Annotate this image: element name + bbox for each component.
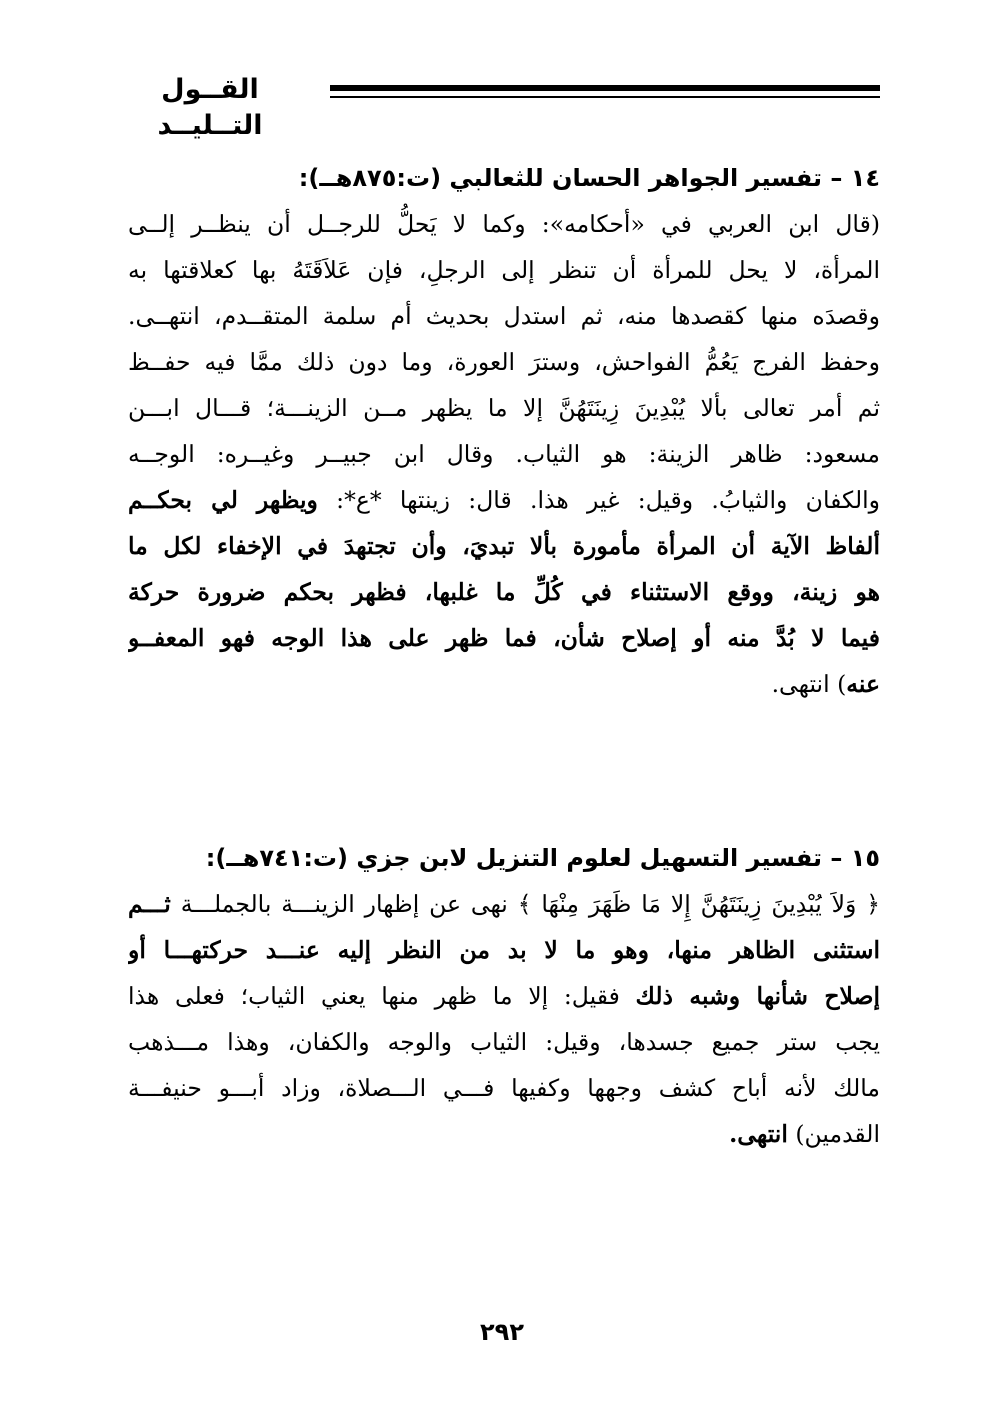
- section-heading: ١٤ – تفسير الجواهر الحسان للثعالبي (ت:٨٧٥هــ):: [298, 164, 880, 192]
- text-run: المرأة، لا يحل للمرأة أن تنظر إلى الرجلِ، فإن عَلاَقَتَهُ بها كعلاقتها به: [128, 256, 880, 284]
- text-run: ) انتهى.: [771, 670, 847, 698]
- text-run: (قال ابن العربي في «أحكامه»: وكما لا يَحلُّ للرجــل أن ينظــر إلــى: [128, 210, 880, 238]
- section-heading: ١٥ – تفسير التسهيل لعلوم التنزيل لابن جزي (ت:٧٤١هــ):: [205, 844, 880, 872]
- text-run: مسعود: ظاهر الزينة: هو الثياب. وقال ابن جبيــر وغيــره: الوجــه: [128, 440, 880, 468]
- text-run: وقصدَه منها كقصدها منه، ثم استدل بحديث أم سلمة المتقــدم، انتهــى.: [128, 302, 880, 330]
- bold-text-run: ألفاظ الآية أن المرأة مأمورة بألا تبديَ، وأن تجتهدَ في الإخفاء لكل ما: [128, 532, 880, 560]
- bold-text-run: إصلاح شأنها وشبه ذلك: [635, 982, 880, 1010]
- text-run: فقيل: إلا ما ظهر منها يعني الثياب؛ فعلى هذا: [128, 982, 636, 1010]
- text-run: ﴿ وَلاَ يُبْدِينَ زِينَتَهُنَّ إِلا مَا ظَهَرَ مِنْهَا ﴾ نهى عن إظهار الزينـــة بالجملـــة: [170, 890, 880, 918]
- page-number: ٢٩٢: [480, 1318, 524, 1346]
- bold-text-run: ثـــم: [128, 890, 171, 918]
- bold-text-run: ويظهر لي بحكــم: [128, 486, 318, 514]
- bold-text-run: انتهى.: [729, 1120, 788, 1148]
- text-line: [128, 1065, 880, 1111]
- bold-text-run: عنه: [846, 670, 880, 698]
- text-line: [128, 201, 880, 247]
- text-run: القدمين): [787, 1120, 880, 1148]
- section-15: [128, 835, 880, 1157]
- section-body: [128, 881, 880, 1157]
- text-run: ثم أمر تعالى بألا يُبْدِينَ زِينَتَهُنَّ إلا ما يظهر مــن الزينـــة؛ قـــال ابـــن: [128, 394, 880, 422]
- text-line: [128, 385, 880, 431]
- page-header-title: القــول التــليــد: [157, 74, 263, 141]
- text-line: [128, 881, 880, 927]
- text-run: والكفان والثيابُ. وقيل: غير هذا. قال: زينتها *ع*:: [317, 486, 880, 514]
- text-line: [128, 661, 880, 707]
- text-line: [128, 615, 880, 661]
- text-line: [128, 927, 880, 973]
- bold-text-run: فيما لا بُدَّ منه أو إصلاح شأن، فما ظهر على هذا الوجه فهو المعفــو: [128, 624, 880, 652]
- header-rule-thick: [330, 85, 880, 91]
- text-line: [128, 973, 880, 1019]
- text-line: [128, 1019, 880, 1065]
- text-line: [128, 523, 880, 569]
- section-body: [128, 201, 880, 707]
- text-line: [128, 431, 880, 477]
- bold-text-run: هو زينة، ووقع الاستثناء في كُلِّ ما غلبها، فظهر بحكم ضرورة حركة: [128, 578, 880, 606]
- text-line: [128, 477, 880, 523]
- section-14: [128, 155, 880, 707]
- text-line: [128, 293, 880, 339]
- text-run: مالك لأنه أباح كشف وجهها وكفيها فـــي الـــصلاة، وزاد أبـــو حنيفـــة: [128, 1074, 880, 1102]
- text-run: يجب ستر جميع جسدها، وقيل: الثياب والوجه والكفان، وهذا مـــذهب: [128, 1028, 880, 1056]
- header-rule-thin: [330, 96, 880, 98]
- text-line: [128, 569, 880, 615]
- text-run: وحفظ الفرج يَعُمُّ الفواحش، وسترَ العورة، وما دون ذلك ممَّا فيه حفــظ: [128, 348, 880, 376]
- text-line: [128, 339, 880, 385]
- text-line: [128, 247, 880, 293]
- bold-text-run: استثنى الظاهر منها، وهو ما لا بد من النظر إليه عنـــد حركتهـــا أو: [128, 936, 880, 964]
- text-line: [128, 1111, 880, 1157]
